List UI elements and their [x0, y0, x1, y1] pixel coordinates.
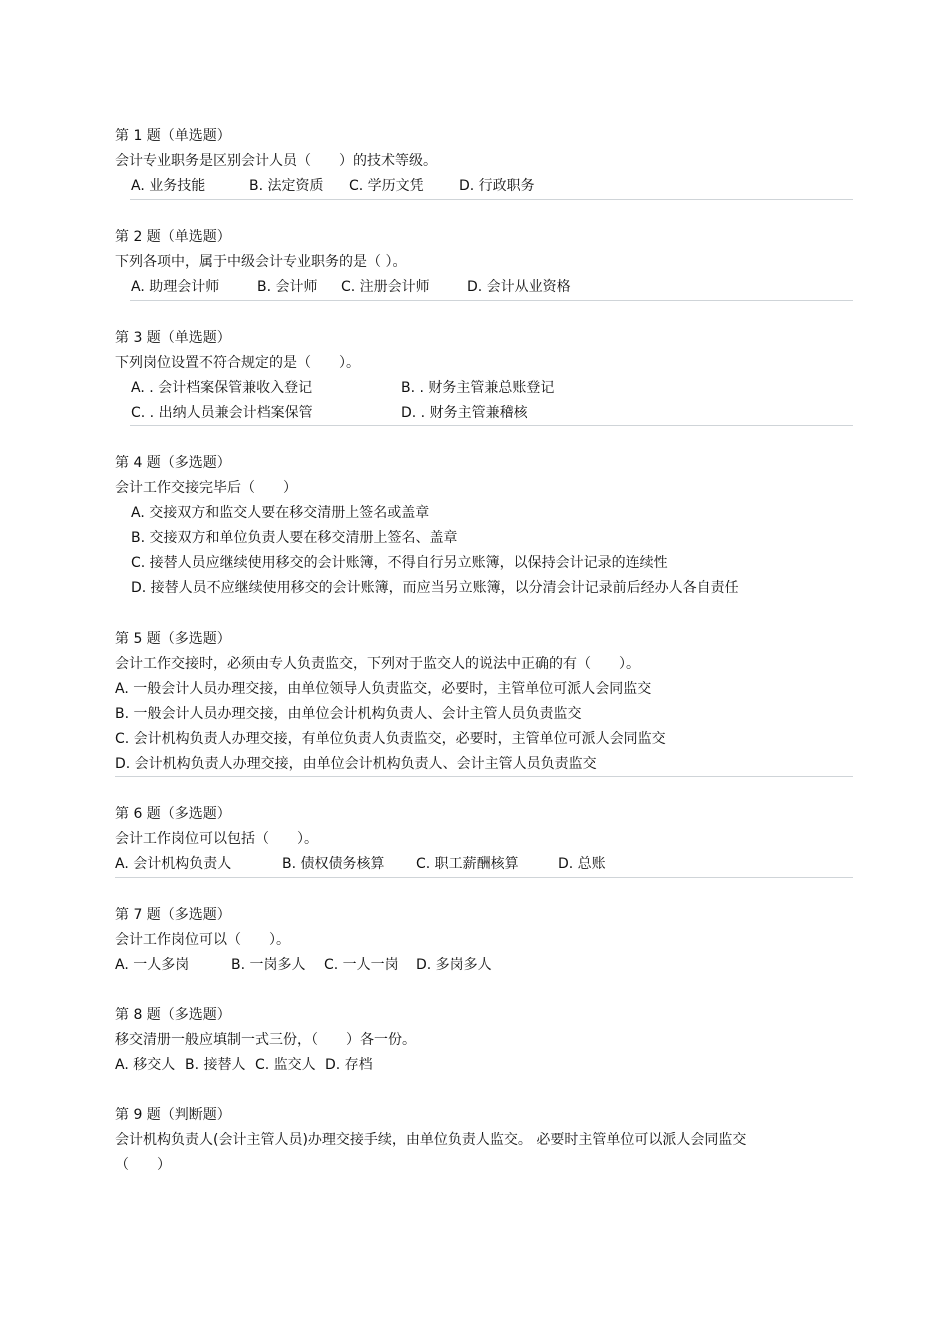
question-1: [115, 124, 875, 199]
option-d[interactable]: D. 接替人员不应继续使用移交的会计账簿，而应当另立账簿，以分清会计记录前后经办人各自责任: [131, 580, 739, 596]
option-c[interactable]: C. 注册会计师: [341, 279, 430, 295]
question-header: 第 3 题（单选题）: [115, 330, 231, 346]
option-c[interactable]: C. 学历文凭: [349, 178, 424, 194]
option-a[interactable]: A. 移交人: [115, 1057, 176, 1073]
options-row: [115, 275, 875, 300]
option-c[interactable]: C. . 出纳人员兼会计档案保管: [131, 405, 313, 421]
question-header: 第 4 题（多选题）: [115, 455, 231, 471]
question-6: [115, 802, 875, 877]
option-b[interactable]: B. 会计师: [257, 279, 318, 295]
option-d[interactable]: D. 会计机构负责人办理交接，由单位会计机构负责人、会计主管人员负责监交: [115, 756, 597, 772]
option-d[interactable]: D. 会计从业资格: [467, 279, 571, 295]
option-a[interactable]: A. 一人多岗: [115, 957, 190, 973]
option-d[interactable]: D. 多岗多人: [416, 957, 492, 973]
option-c[interactable]: C. 一人一岗: [324, 957, 399, 973]
options-row: [115, 953, 875, 978]
option-d[interactable]: D. . 财务主管兼稽核: [401, 405, 528, 421]
question-header: 第 9 题（判断题）: [115, 1107, 231, 1123]
option-a[interactable]: A. 会计机构负责人: [115, 856, 232, 872]
option-a[interactable]: A. 一般会计人员办理交接，由单位领导人负责监交，必要时，主管单位可派人会同监交: [115, 681, 652, 697]
options-row: [115, 376, 875, 401]
question-5: [115, 627, 875, 777]
question-header: 第 7 题（多选题）: [115, 907, 231, 923]
question-header: 第 6 题（多选题）: [115, 806, 231, 822]
question-text: 会计工作交接完毕后（ ）: [115, 480, 297, 496]
question-header: 第 2 题（单选题）: [115, 229, 231, 245]
question-header: 第 5 题（多选题）: [115, 631, 231, 647]
question-text: 会计专业职务是区别会计人员（ ）的技术等级。: [115, 153, 437, 169]
question-9: [115, 1103, 875, 1178]
divider: [130, 300, 853, 301]
question-3: [115, 326, 875, 426]
divider: [130, 425, 853, 426]
option-b[interactable]: B. 交接双方和单位负责人要在移交清册上签名、盖章: [131, 530, 458, 546]
option-b[interactable]: B. 接替人: [185, 1057, 246, 1073]
option-b[interactable]: B. 法定资质: [249, 178, 324, 194]
question-7: [115, 903, 875, 978]
question-text: 会计工作岗位可以包括（ ）。: [115, 831, 318, 847]
option-d[interactable]: D. 总账: [558, 856, 606, 872]
option-c[interactable]: C. 接替人员应继续使用移交的会计账簿，不得自行另立账簿，以保持会计记录的连续性: [131, 555, 668, 571]
answer-blank[interactable]: （ ）: [115, 1157, 171, 1173]
options-row: [115, 852, 875, 877]
question-4: [115, 451, 875, 601]
option-b[interactable]: B. 一般会计人员办理交接，由单位会计机构负责人、会计主管人员负责监交: [115, 706, 582, 722]
option-a[interactable]: A. 交接双方和监交人要在移交清册上签名或盖章: [131, 505, 430, 521]
question-text: 下列岗位设置不符合规定的是（ ）。: [115, 355, 360, 371]
question-8: [115, 1003, 875, 1078]
question-2: [115, 225, 875, 300]
option-b[interactable]: B. 一岗多人: [231, 957, 306, 973]
option-b[interactable]: B. . 财务主管兼总账登记: [401, 380, 555, 396]
options-row: [115, 1053, 875, 1078]
question-text: 会计工作岗位可以（ ）。: [115, 932, 290, 948]
question-text: 移交清册一般应填制一式三份，（ ）各一份。: [115, 1032, 416, 1048]
option-c[interactable]: C. 监交人: [255, 1057, 316, 1073]
question-header: 第 8 题（多选题）: [115, 1007, 231, 1023]
divider: [115, 877, 853, 878]
option-a[interactable]: A. 助理会计师: [131, 279, 220, 295]
options-row: [115, 401, 875, 426]
question-header: 第 1 题（单选题）: [115, 128, 231, 144]
question-text: 会计工作交接时，必须由专人负责监交，下列对于监交人的说法中正确的有（ ）。: [115, 656, 640, 672]
divider: [130, 199, 853, 200]
question-text: 会计机构负责人(会计主管人员)办理交接手续，由单位负责人监交。 必要时主管单位可以派人会同监交: [115, 1132, 747, 1148]
divider: [115, 776, 853, 777]
option-a[interactable]: A. 业务技能: [131, 178, 206, 194]
option-a[interactable]: A. . 会计档案保管兼收入登记: [131, 380, 313, 396]
options-row: [115, 174, 875, 199]
option-c[interactable]: C. 会计机构负责人办理交接，有单位负责人负责监交，必要时，主管单位可派人会同监交: [115, 731, 666, 747]
option-c[interactable]: C. 职工薪酬核算: [416, 856, 519, 872]
option-d[interactable]: D. 存档: [325, 1057, 373, 1073]
option-d[interactable]: D. 行政职务: [459, 178, 535, 194]
question-text: 下列各项中，属于中级会计专业职务的是（ ）。: [115, 254, 407, 270]
option-b[interactable]: B. 债权债务核算: [282, 856, 385, 872]
